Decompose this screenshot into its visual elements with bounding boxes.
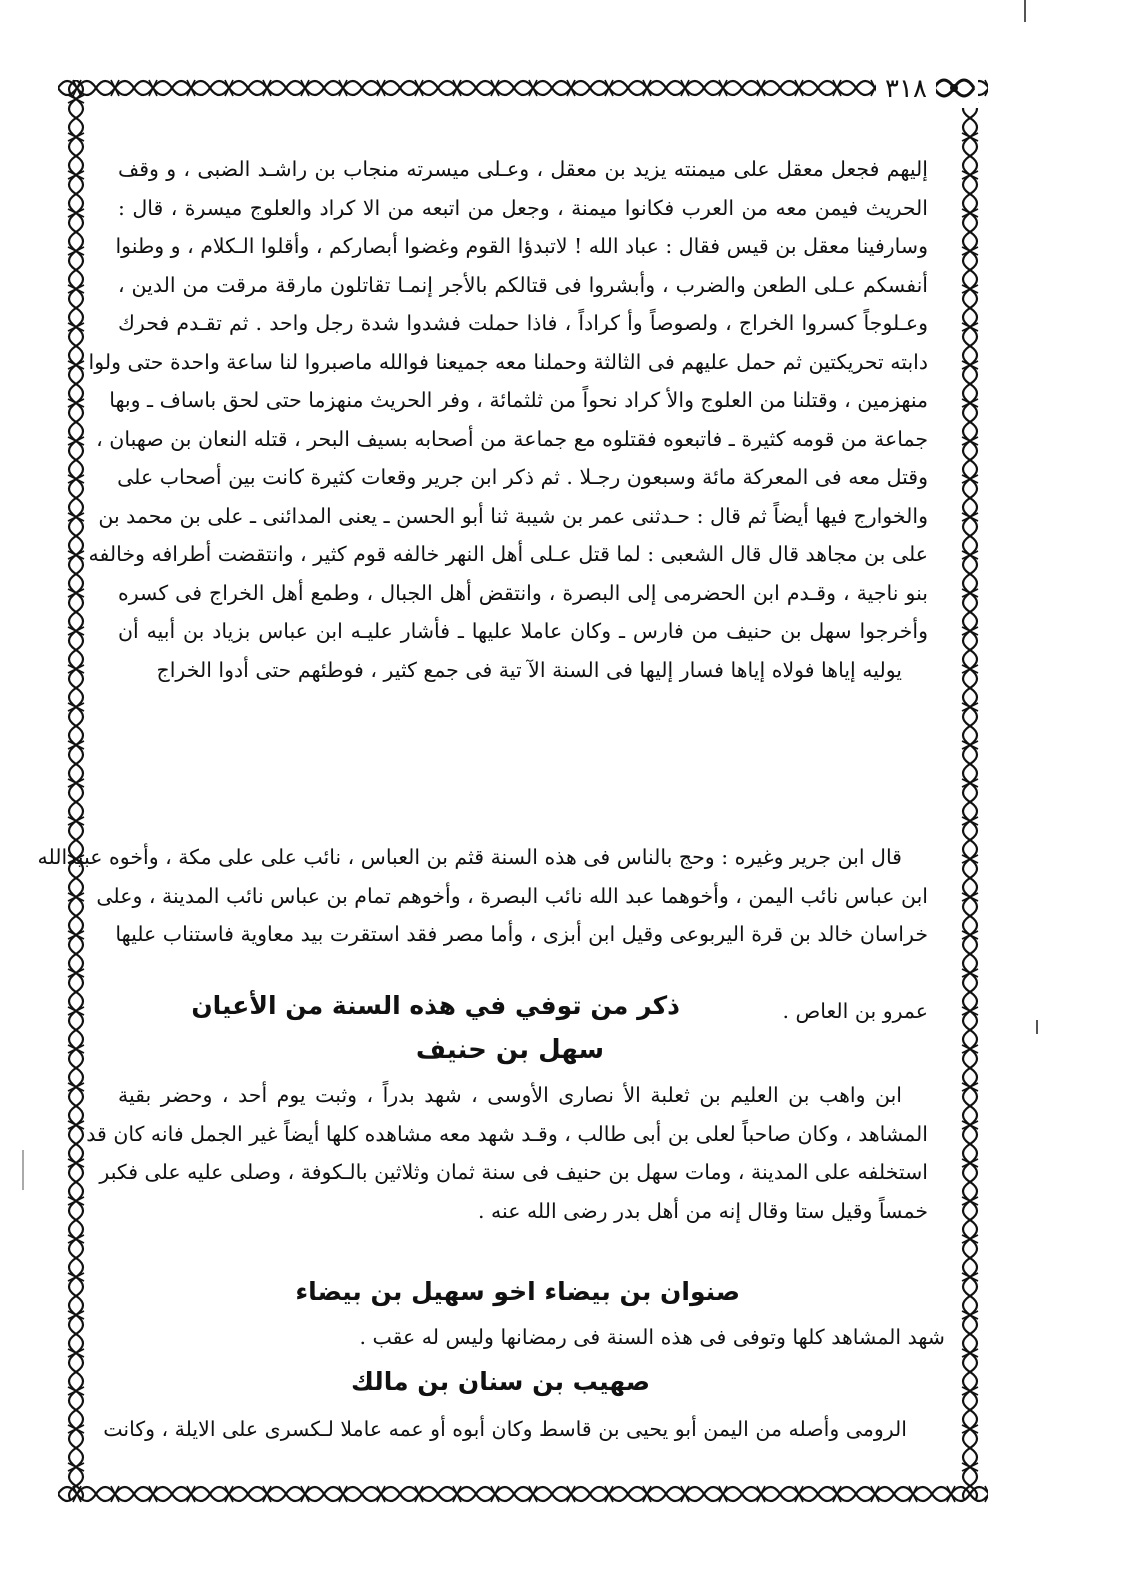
text-line: بنو ناجية ، وقـدم ابن الحضرمى إلى البصرة ، وانتقض أهل الجبال ، وطمع أهل الخراج فى كسره [118, 580, 928, 605]
entry-heading-suhayb-ibn-sinan: صهيب بن سنان بن مالك [351, 1367, 650, 1396]
ornamental-border-bottom [58, 1476, 988, 1512]
entry-text-suhayb-ibn-sinan: الرومى وأصله من اليمن أبو يحيى بن قاسط وكان أبوه أو عمه عاملا لـكسرى على الايلة ، وكانت [103, 1417, 907, 1441]
text-line: ابن عباس نائب اليمن ، وأخوهما عبد الله نائب البصرة ، وأخوهم تمام بن عباس نائب المدينة ، وعلى [96, 883, 928, 908]
text-line: منهزمين ، وقتلنا من العلوج والأ كراد نحواً من ثلثمائة ، وفر الحريث منهزما حتى لحق باساف ـ وبها [109, 388, 928, 412]
paragraph-2-tail: عمرو بن العاص . [782, 999, 928, 1023]
corner-ornament [930, 68, 978, 108]
text-line: المشاهد ، وكان صاحباً لعلى بن أبى طالب ، وقـد شهد معه مشاهده كلها أيضاً غير الجمل فانه كان قد [86, 1121, 928, 1146]
text-line: خراسان خالد بن قرة اليربوعى وقيل ابن أبزى ، وأما مصر فقد استقرت بيد معاوية فاستناب عليها [115, 922, 928, 946]
text-line: يوليه إياها فولاه إياها فسار إليها فى السنة الآ تية فى جمع كثير ، فوطئهم حتى أدوا الخراج [156, 657, 902, 682]
ornamental-border-left [58, 80, 94, 1500]
text-line: وعـلوجاً كسروا الخراج ، ولصوصاً وأ كراداً ، فاذا حملت فشدوا شدة رجل واحد . ثم تقـدم فحرك [118, 311, 928, 335]
body-paragraph-1 [88, 150, 928, 689]
text-line: وقتل معه فى المعركة مائة وسبعون رجـلا . ثم ذكر ابن جرير وقعات كثيرة كانت بين أصحاب على [117, 465, 928, 489]
text-line: دابته تحريكتين ثم حمل عليهم فى الثالثة وحملنا معه جميعنا فوالله ماصبروا لنا ساعة واحدة حتى ولوا [88, 349, 928, 374]
text-line: والخوارج فيها أيضاً ثم قال : حـدثنى عمر بن شيبة ثنا أبو الحسن ـ يعنى المدائنى ـ على بن محمد بن [98, 503, 928, 528]
scan-mark [22, 1150, 24, 1190]
text-line: وأخرجوا سهل بن حنيف من فارس ـ وكان عاملا عليها ـ فأشار عليـه ابن عباس بزياد بن أبيه أن [118, 619, 928, 643]
text-line: إليهم فجعل معقل على ميمنته يزيد بن معقل ، وعـلى ميسرته منجاب بن راشـد الضبى ، و وقف [118, 157, 928, 181]
entry-heading-sanwan-ibn-bayda: صنوان بن بيضاء اخو سهيل بن بيضاء [295, 1277, 740, 1306]
text-line: ابن واهب بن العليم بن ثعلبة الأ نصارى الأوسى ، شهد بدراً ، وثبت يوم أحد ، وحضر بقية [118, 1083, 902, 1107]
entry-text-sanwan-ibn-bayda: شهد المشاهد كلها وتوفى فى هذه السنة فى رمضانها وليس له عقب . [359, 1325, 945, 1349]
entry-text-sahl-ibn-hunayf [86, 1076, 928, 1230]
scan-mark [1024, 0, 1026, 22]
text-line: الحريث فيمن معه من العرب فكانوا ميمنة ، وجعل من اتبعه من الا كراد والعلوج ميسرة ، قال : [118, 195, 928, 220]
text-line: جماعة من قومه كثيرة ـ فاتبعوه فقتلوه مع جماعة من أصحابه بسيف البحر ، قتله النعان بن صهبان ، [96, 426, 928, 451]
text-line: خمساً وقيل ستا وقال إنه من أهل بدر رضى الله عنه . [477, 1198, 928, 1223]
page-number: ٣١٨ [876, 74, 936, 104]
body-paragraph-2 [37, 838, 928, 954]
text-line: قال ابن جرير وغيره : وحج بالناس فى هذه السنة قثم بن العباس ، نائب على على مكة ، وأخوه عبيدالله [37, 845, 902, 869]
text-line: وسارفينا معقل بن قيس فقال : عباد الله ! لاتبدؤا القوم وغضوا أبصاركم ، وأقلوا الـكلام ، و وطنوا [115, 234, 928, 258]
text-line: أنفسكم عـلى الطعن والضرب ، وأبشروا فى قتالكم بالأجر إنمـا تقاتلون مارقة مرقت من الدين ، [118, 272, 928, 297]
ornamental-border-top [58, 70, 988, 106]
text-line: على بن مجاهد قال قال الشعبى : لما قتل عـلى أهل النهر خالفه قوم كثير ، وانتقضت أطرافه وخالفه [88, 542, 928, 566]
ornamental-border-right [952, 80, 988, 1500]
entry-heading-sahl-ibn-hunayf: سهل بن حنيف [415, 1035, 605, 1065]
text-line: استخلفه على المدينة ، ومات سهل بن حنيف فى سنة ثمان وثلاثين بالـكوفة ، وصلى عليه على فكبر [99, 1160, 928, 1184]
section-heading: ذكر من توفي في هذه السنة من الأعيان [191, 991, 680, 1020]
scan-mark [1036, 1020, 1038, 1034]
